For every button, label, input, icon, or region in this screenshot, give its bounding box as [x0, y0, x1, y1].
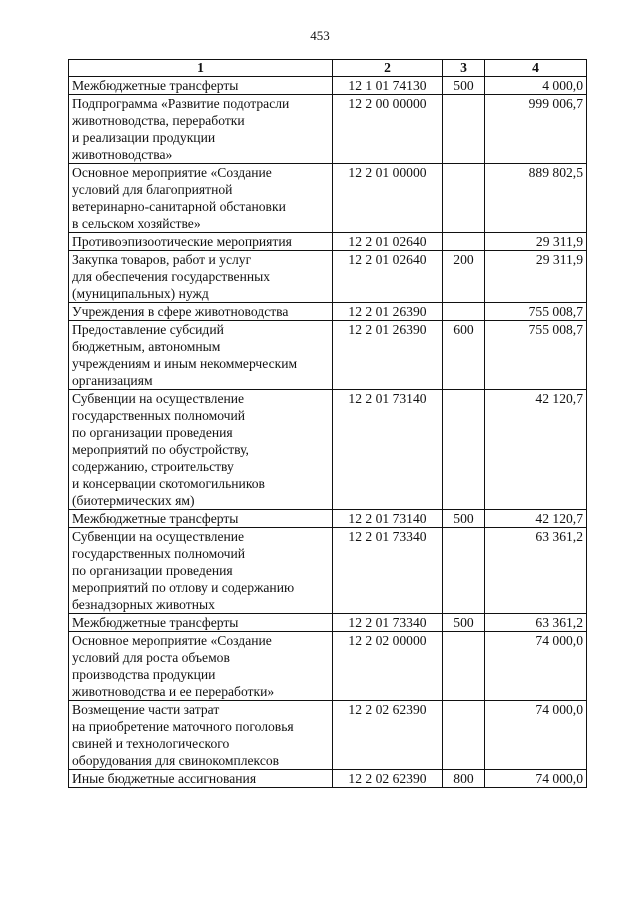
row-amount: 29 311,9: [485, 251, 587, 303]
row-amount: 42 120,7: [485, 390, 587, 510]
table-row: [69, 390, 587, 510]
row-amount: 29 311,9: [485, 233, 587, 251]
row-code: 12 2 01 73140: [333, 510, 443, 528]
row-code: 12 2 01 26390: [333, 321, 443, 390]
row-name: Предоставление субсидий бюджетным, автономным учреждениям и иным некоммерческим организациям: [69, 321, 333, 390]
row-amount: 889 802,5: [485, 164, 587, 233]
row-amount: 63 361,2: [485, 528, 587, 614]
row-expense-type: [443, 632, 485, 701]
row-expense-type: [443, 95, 485, 164]
table-row: [69, 251, 587, 303]
table-row: [69, 528, 587, 614]
row-name: Иные бюджетные ассигнования: [69, 770, 333, 788]
table-body: [69, 77, 587, 788]
row-code: 12 2 01 26390: [333, 303, 443, 321]
row-code: 12 2 01 00000: [333, 164, 443, 233]
row-expense-type: 800: [443, 770, 485, 788]
table-row: [69, 77, 587, 95]
row-code: 12 2 01 02640: [333, 233, 443, 251]
row-expense-type: 200: [443, 251, 485, 303]
row-code: 12 1 01 74130: [333, 77, 443, 95]
row-name: Субвенции на осуществление государственных полномочий по организации проведения мероприятий по обустройству, содержанию, строительству и консервации скотомогильников (биотермических ям): [69, 390, 333, 510]
row-amount: 63 361,2: [485, 614, 587, 632]
row-name: Межбюджетные трансферты: [69, 510, 333, 528]
row-code: 12 2 01 73340: [333, 528, 443, 614]
row-amount: 999 006,7: [485, 95, 587, 164]
row-expense-type: 500: [443, 77, 485, 95]
page-number: 453: [310, 28, 330, 43]
row-name: Основное мероприятие «Создание условий для благоприятной ветеринарно-санитарной обстановки в сельском хозяйстве»: [69, 164, 333, 233]
table-row: [69, 632, 587, 701]
row-name: Межбюджетные трансферты: [69, 614, 333, 632]
row-name: Учреждения в сфере животноводства: [69, 303, 333, 321]
row-expense-type: [443, 390, 485, 510]
table-row: [69, 321, 587, 390]
column-header-amount: 4: [485, 60, 587, 77]
row-name: Основное мероприятие «Создание условий для роста объемов производства продукции животноводства и ее переработки»: [69, 632, 333, 701]
row-code: 12 2 02 62390: [333, 770, 443, 788]
table-row: [69, 164, 587, 233]
row-code: 12 2 01 73340: [333, 614, 443, 632]
table-row: [69, 510, 587, 528]
table-row: [69, 233, 587, 251]
row-name: Подпрограмма «Развитие подотрасли животноводства, переработки и реализации продукции животноводства»: [69, 95, 333, 164]
row-amount: 755 008,7: [485, 303, 587, 321]
row-expense-type: [443, 528, 485, 614]
row-amount: 4 000,0: [485, 77, 587, 95]
row-code: 12 2 00 00000: [333, 95, 443, 164]
row-expense-type: [443, 303, 485, 321]
row-expense-type: [443, 164, 485, 233]
row-name: Межбюджетные трансферты: [69, 77, 333, 95]
row-expense-type: 500: [443, 510, 485, 528]
column-header-name: 1: [69, 60, 333, 77]
budget-table: [68, 59, 587, 788]
row-amount: 755 008,7: [485, 321, 587, 390]
row-code: 12 2 01 73140: [333, 390, 443, 510]
table-row: [69, 95, 587, 164]
row-expense-type: [443, 701, 485, 770]
row-name: Субвенции на осуществление государственных полномочий по организации проведения мероприятий по отлову и содержанию безнадзорных животных: [69, 528, 333, 614]
row-expense-type: 600: [443, 321, 485, 390]
table-row: [69, 701, 587, 770]
row-name: Возмещение части затрат на приобретение маточного поголовья свиней и технологического оборудования для свинокомплексов: [69, 701, 333, 770]
table-header: [69, 60, 587, 77]
row-expense-type: 500: [443, 614, 485, 632]
row-code: 12 2 02 62390: [333, 701, 443, 770]
column-header-code: 2: [333, 60, 443, 77]
table-row: [69, 303, 587, 321]
row-code: 12 2 02 00000: [333, 632, 443, 701]
row-code: 12 2 01 02640: [333, 251, 443, 303]
row-amount: 42 120,7: [485, 510, 587, 528]
row-name: Закупка товаров, работ и услуг для обеспечения государственных (муниципальных) нужд: [69, 251, 333, 303]
table-row: [69, 770, 587, 788]
row-amount: 74 000,0: [485, 632, 587, 701]
column-header-type: 3: [443, 60, 485, 77]
header-row: [69, 60, 587, 77]
row-expense-type: [443, 233, 485, 251]
row-amount: 74 000,0: [485, 770, 587, 788]
row-amount: 74 000,0: [485, 701, 587, 770]
table-row: [69, 614, 587, 632]
row-name: Противоэпизоотические мероприятия: [69, 233, 333, 251]
